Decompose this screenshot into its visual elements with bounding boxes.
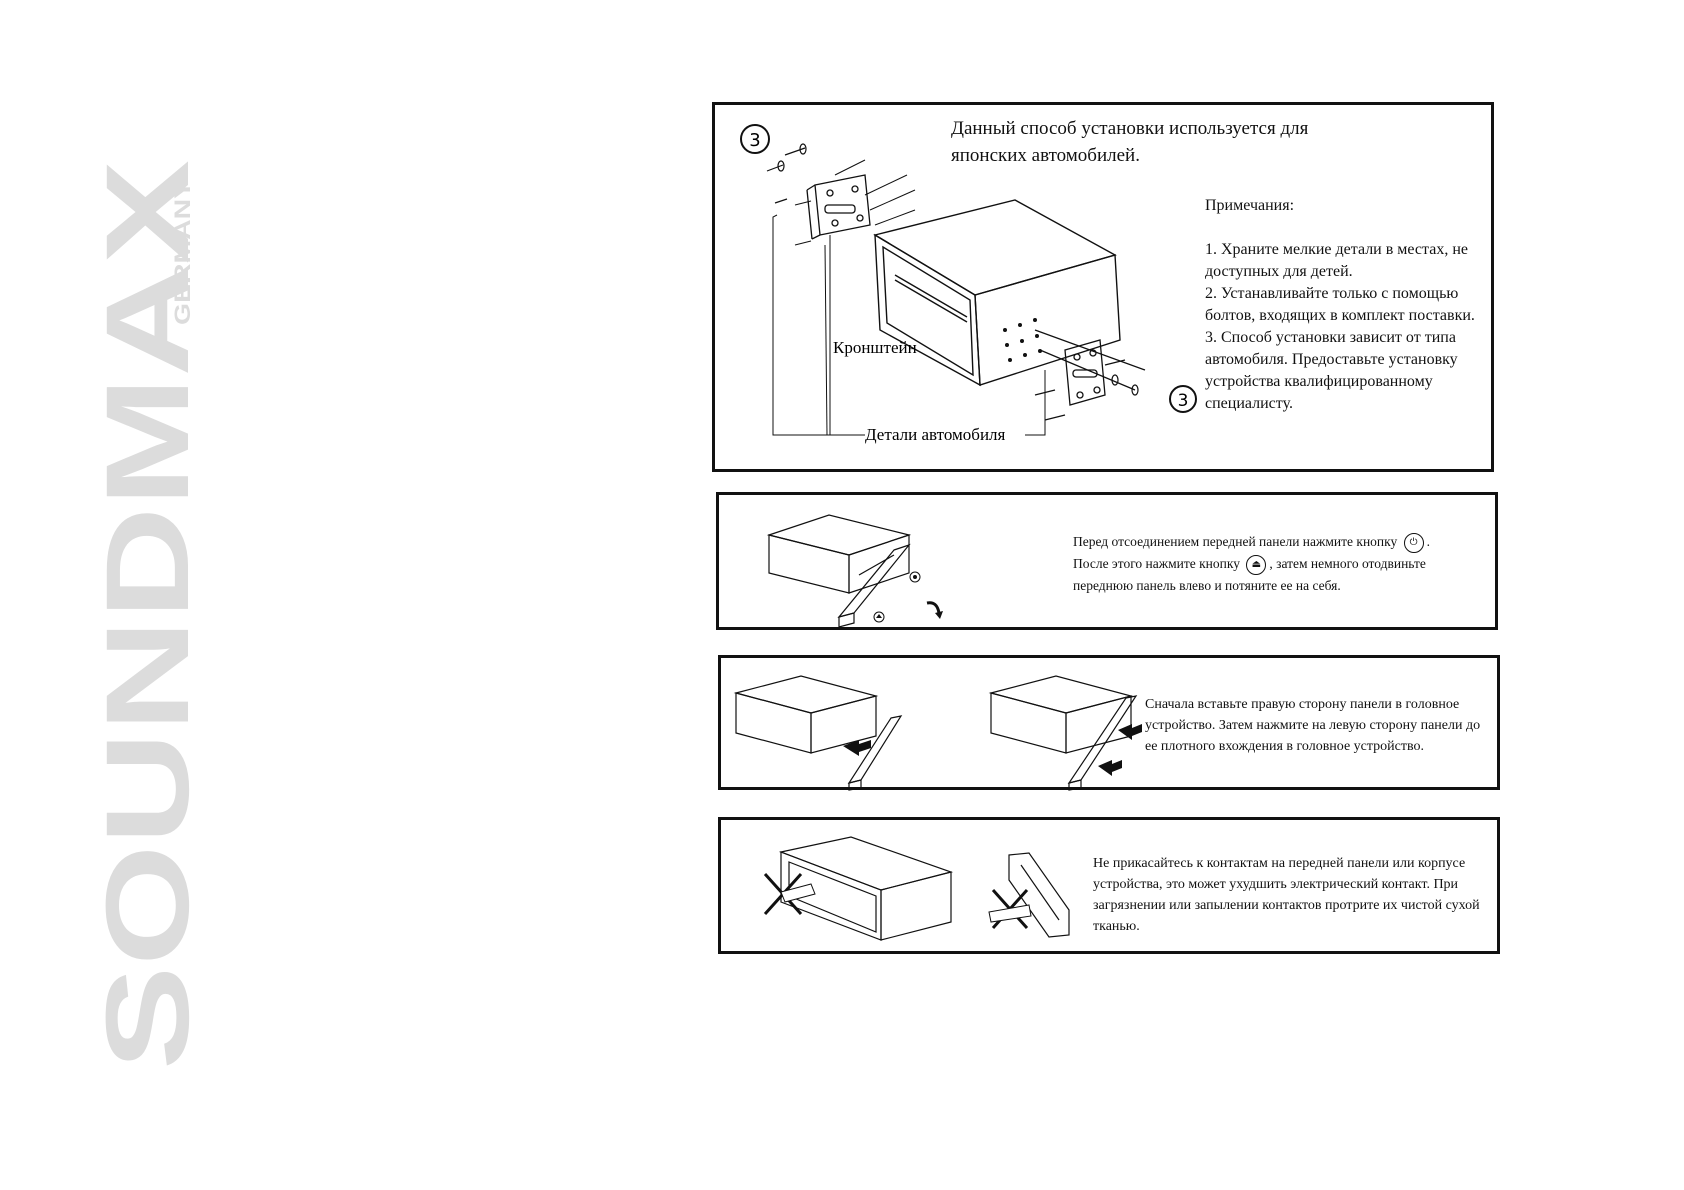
attach-panel-text: Сначала вставьте правую сторону панели в головное устройство. Затем нажмите на левую сторону панели до ее плотного вхождения в головное устройство. — [1145, 697, 1481, 754]
bracket-right — [1035, 330, 1145, 405]
detach-line-2 — [1073, 553, 1493, 575]
power-icon: ⏻ — [1404, 533, 1424, 553]
detach-panel-text — [1073, 531, 1493, 596]
press-arrow-top — [1118, 724, 1142, 740]
power-mini-icon — [910, 572, 920, 582]
head-unit — [875, 200, 1120, 385]
installation-diagram — [715, 105, 1205, 465]
brand-logo — [80, 80, 214, 1080]
brand-tagline: GERMANY — [170, 212, 195, 325]
step-number-top: 3 — [749, 130, 761, 151]
brand-name: SOUNDMAX — [82, 381, 214, 1070]
detach-line-1-end: . — [1426, 534, 1431, 549]
step-number-right: 3 — [1177, 391, 1189, 411]
brand-logo-svg — [80, 80, 214, 1080]
attach-panel-section — [718, 655, 1500, 790]
eject-mini-icon — [874, 612, 884, 622]
press-arrow-bottom — [1098, 760, 1122, 776]
attach-panel-diagram-1 — [731, 668, 931, 788]
installation-title: Данный способ установки используется для японских автомобилей. — [951, 118, 1309, 166]
installation-notes — [1205, 195, 1490, 415]
detach-panel-diagram — [759, 505, 959, 625]
notes-heading: Примечания: — [1205, 197, 1295, 214]
detach-line-3: переднюю панель влево и потяните ее на себя. — [1073, 577, 1341, 593]
note-item: 3. Способ установки зависит от типа автомобиля. Предоставьте установку устройства квалифицированному специалисту. — [1205, 329, 1458, 412]
installation-section — [712, 102, 1494, 472]
bracket-left — [807, 175, 870, 239]
detach-line-2-end: , затем немного отодвиньте — [1269, 555, 1426, 571]
step-marker-right — [1170, 386, 1196, 412]
note-item: 1. Храните мелкие детали в местах, не доступных для детей. — [1205, 241, 1468, 280]
detach-line-2-text: После этого нажмите кнопку — [1073, 555, 1240, 571]
contacts-warning-text: Не прикасайтесь к контактам на передней панели или корпусе устройства, это может ухудшить электрический контакт. При загрязнении или запылении контактов протрите их чистой сухой тканью. — [1093, 856, 1480, 934]
contacts-panel-diagram — [989, 850, 1084, 940]
contacts-unit-diagram — [751, 832, 961, 942]
detach-panel-section — [716, 492, 1498, 630]
screws-top — [767, 144, 806, 203]
attach-panel-diagram-2 — [986, 668, 1156, 788]
detach-line-1-text: Перед отсоединением передней панели нажмите кнопку — [1073, 534, 1398, 549]
note-item: 2. Устанавливайте только с помощью болтов, входящих в комплект поставки. — [1205, 285, 1475, 324]
insert-arrow — [843, 740, 871, 756]
detach-line-1 — [1073, 531, 1493, 553]
contacts-warning-section — [718, 817, 1500, 954]
pull-arrow — [927, 603, 939, 613]
label-car-parts: Детали автомобиля — [865, 425, 1006, 444]
eject-icon: ⏏ — [1246, 555, 1266, 575]
car-parts-leaders — [773, 215, 1045, 435]
screws-right — [1035, 375, 1138, 420]
head-unit-holes — [1003, 318, 1042, 362]
screw-lines — [795, 160, 915, 245]
label-bracket: Кронштейн — [833, 338, 917, 357]
step-marker-top — [741, 125, 769, 153]
